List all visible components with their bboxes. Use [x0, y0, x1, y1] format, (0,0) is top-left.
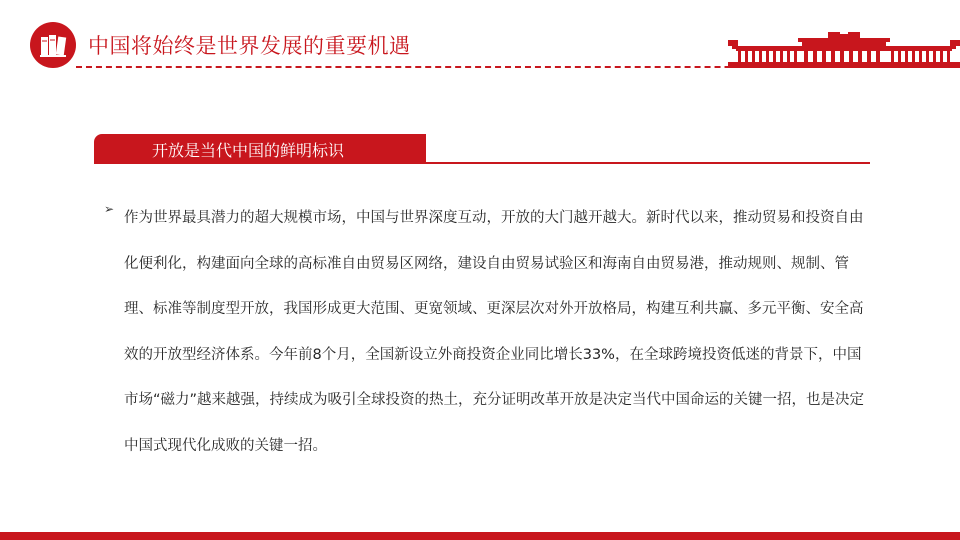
content-paragraph: 作为世界最具潜力的超大规模市场，中国与世界深度互动，开放的大门越开越大。新时代以来，推动贸易和投资自由化便利化，构建面向全球的高标准自由贸易区网络，建设自由贸易试验区和海南自由贸易港，推动规则、规制、管理、标准等制度型开放，我国形成更大范围、更宽领域、更深层次对外开放格局，构建互利共赢、多元平衡、安全高效的开放型经济体系。今年前8个月，全国新设立外商投资企业同比增长33%，在全球跨境投资低迷的背景下，中国市场“磁力”越来越强，持续成为吸引全球投资的热土，充分证明改革开放是决定当代中国命运的关键一招，也是决定中国式现代化成败的关键一招。 [124, 210, 865, 454]
bottom-accent-bar [0, 532, 960, 540]
bullet-arrow-icon: ➢ [104, 202, 115, 216]
section-header [94, 134, 870, 164]
books-icon [30, 22, 76, 68]
page-title: 中国将始终是世界发展的重要机遇 [88, 34, 411, 58]
section-title: 开放是当代中国的鲜明标识 [152, 141, 345, 160]
header [0, 0, 960, 80]
section-underline [94, 162, 870, 164]
great-hall-building-icon [728, 32, 960, 68]
